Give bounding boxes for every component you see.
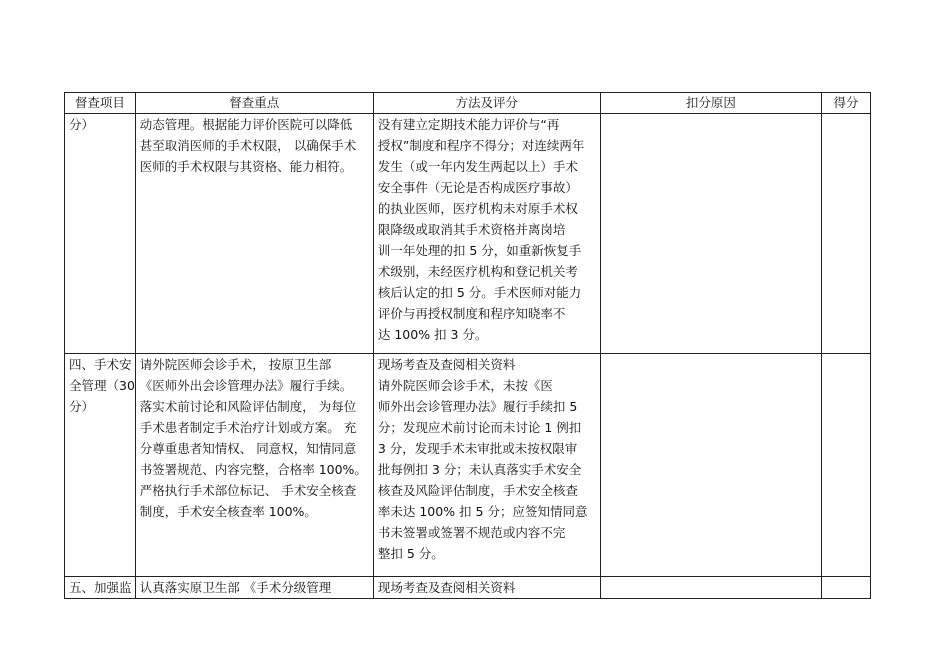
focus-cell bbox=[135, 577, 373, 599]
reason-cell bbox=[600, 354, 822, 577]
focus-text-line: 书签署规范、内容完整，合格率 100%。 bbox=[139, 462, 367, 477]
item-text-line: 五、加强监 bbox=[69, 580, 132, 595]
table-row bbox=[65, 354, 871, 577]
method-cell bbox=[373, 114, 600, 354]
focus-text-line: 认真落实原卫生部 《手术分级管理 bbox=[139, 580, 332, 595]
method-text-line: 核查及风险评估制度，手术安全核查 bbox=[377, 483, 578, 498]
score-cell bbox=[822, 114, 871, 354]
method-text-line: 师外出会诊管理办法》履行手续扣 5 bbox=[377, 399, 578, 414]
reason-cell bbox=[600, 577, 822, 599]
method-text-line: 现场考查及查阅相关资料 bbox=[377, 580, 516, 595]
focus-cell bbox=[135, 114, 373, 354]
focus-text-line: 甚至取消医师的手术权限， 以确保手术 bbox=[139, 138, 357, 153]
header-row bbox=[65, 93, 871, 114]
reason-cell bbox=[600, 114, 822, 354]
header-item: 督查项目 bbox=[65, 93, 136, 114]
method-text-line: 整扣 5 分。 bbox=[377, 546, 444, 561]
method-text-line: 的执业医师，医疗机构未对原手术权 bbox=[377, 201, 578, 216]
method-cell bbox=[373, 354, 600, 577]
method-text-line: 达 100% 扣 3 分。 bbox=[377, 327, 488, 342]
method-text-line: 授权”制度和程序不得分；对连续两年 bbox=[377, 138, 585, 153]
method-cell bbox=[373, 577, 600, 599]
method-text-line: 训一年处理的扣 5 分，如重新恢复手 bbox=[377, 243, 582, 258]
focus-text-line: 医师的手术权限与其资格、能力相符。 bbox=[139, 159, 353, 174]
method-text-line: 批每例扣 3 分；未认真落实手术安全 bbox=[377, 462, 582, 477]
focus-text-line: 严格执行手术部位标记、 手术安全核查 bbox=[139, 483, 357, 498]
focus-text-line: 《医师外出会诊管理办法》履行手续。 bbox=[139, 378, 353, 393]
focus-text-line: 手术患者制定手术治疗计划或方案。 充 bbox=[139, 420, 357, 435]
focus-text-line: 制度，手术安全核查率 100%。 bbox=[139, 504, 317, 519]
item-cell bbox=[65, 354, 136, 577]
method-text-line: 安全事件（无论是否构成医疗事故） bbox=[377, 180, 578, 195]
method-text-line: 分；发现应术前讨论而未讨论 1 例扣 bbox=[377, 420, 582, 435]
header-score: 得分 bbox=[822, 93, 871, 114]
item-cell bbox=[65, 114, 136, 354]
method-text-line: 评价与再授权制度和程序知晓率不 bbox=[377, 306, 566, 321]
method-text-line: 没有建立定期技术能力评价与“再 bbox=[377, 117, 560, 132]
method-text-line: 书未签署或签署不规范或内容不完 bbox=[377, 525, 566, 540]
header-focus: 督查重点 bbox=[135, 93, 373, 114]
method-text-line: 率未达 100% 扣 5 分；应签知情同意 bbox=[377, 504, 588, 519]
header-reason: 扣分原因 bbox=[600, 93, 822, 114]
item-text-line: 分） bbox=[69, 399, 95, 414]
focus-text-line: 动态管理。根据能力评价医院可以降低 bbox=[139, 117, 353, 132]
method-text-line: 请外院医师会诊手术，未按《医 bbox=[377, 378, 553, 393]
method-text-line: 核后认定的扣 5 分。手术医师对能力 bbox=[377, 285, 582, 300]
focus-text-line: 请外院医师会诊手术， 按原卫生部 bbox=[139, 357, 332, 372]
focus-text-line: 分尊重患者知情权、 同意权，知情同意 bbox=[139, 441, 357, 456]
table-row bbox=[65, 577, 871, 599]
item-cell bbox=[65, 577, 136, 599]
item-text-line: 四、手术安 bbox=[69, 357, 132, 372]
table-row bbox=[65, 114, 871, 354]
method-text-line: 术级别，未经医疗机构和登记机关考 bbox=[377, 264, 578, 279]
score-cell bbox=[822, 577, 871, 599]
method-text-line: 限降级或取消其手术资格并离岗培 bbox=[377, 222, 566, 237]
item-text-line: 分） bbox=[69, 117, 95, 132]
method-text-line: 3 分，发现手术未审批或未按权限审 bbox=[377, 441, 578, 456]
method-text-line: 现场考查及查阅相关资料 bbox=[377, 357, 516, 372]
focus-cell bbox=[135, 354, 373, 577]
inspection-table bbox=[64, 92, 871, 599]
method-text-line: 发生（或一年内发生两起以上）手术 bbox=[377, 159, 578, 174]
focus-text-line: 落实术前讨论和风险评估制度， 为每位 bbox=[139, 399, 357, 414]
score-cell bbox=[822, 354, 871, 577]
header-method: 方法及评分 bbox=[373, 93, 600, 114]
item-text-line: 全管理（30 bbox=[69, 378, 135, 393]
